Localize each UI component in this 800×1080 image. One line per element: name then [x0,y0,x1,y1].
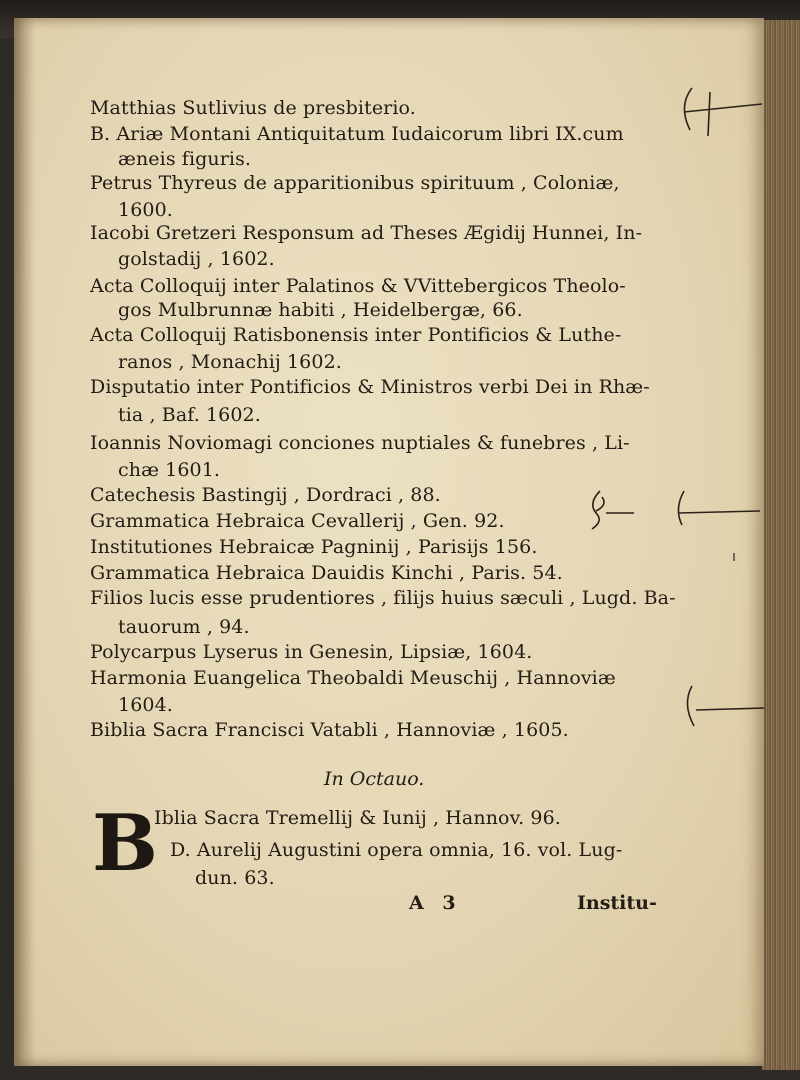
catalogue-entry-line: Acta Colloquij Ratisbonensis inter Pontificios & Luthe- [90,324,622,346]
catalogue-entry-line: chæ 1601. [118,459,221,481]
catalogue-entry-line: gos Mulbrunnæ habiti , Heidelbergæ, 66. [118,299,523,321]
catalogue-entry-line: Iacobi Gretzeri Responsum ad Theses Ægidij Hunnei, In- [90,222,643,244]
handwritten-mark-icon [574,483,764,543]
catalogue-entry-line: Institutiones Hebraicæ Pagninij , Parisijs 156. [90,536,538,558]
octavo-entry-line-2: D. Aurelij Augustini opera omnia, 16. vol. Lug- [170,839,623,861]
octavo-entry-line-1: Iblia Sacra Tremellij & Iunij , Hannov. 96. [154,807,561,829]
catalogue-entry-line: Ioannis Noviomagi conciones nuptiales & funebres , Li- [90,432,630,454]
catalogue-entry-line: æneis figuris. [118,148,252,170]
catalogue-entry-line: B. Ariæ Montani Antiquitatum Iudaicorum libri IX.cum [90,123,624,145]
catalogue-entry-line: Matthias Sutlivius de presbiterio. [90,97,416,119]
catalogue-entry-line: tia , Baf. 1602. [118,404,261,426]
book-page-edges [761,20,800,1070]
catalogue-entry-line: Harmonia Euangelica Theobaldi Meuschij , Hannoviæ [90,667,616,689]
catalogue-entry-line: 1600. [118,199,173,221]
drop-cap: B [92,798,158,889]
book-page [14,18,764,1066]
octavo-entry-line-3: dun. 63. [195,867,275,889]
catalogue-entry-line: Grammatica Hebraica Cevallerij , Gen. 92. [90,510,505,532]
handwritten-mark-icon [678,678,768,738]
catalogue-entry-line: Petrus Thyreus de apparitionibus spirituum , Coloniæ, [90,172,620,194]
catalogue-entry-line: 1604. [118,694,173,716]
catalogue-entry-line: Acta Colloquij inter Palatinos & VVittebergicos Theolo- [90,275,626,297]
catalogue-entry-line: golstadij , 1602. [118,248,275,270]
catalogue-entry-line: Disputatio inter Pontificios & Ministros verbi Dei in Rhæ- [90,376,650,398]
signature-mark: A 3 [409,892,462,914]
catalogue-entry-line: Grammatica Hebraica Dauidis Kinchi , Paris. 54. [90,562,563,584]
catalogue-entry-line: Polycarpus Lyserus in Genesin, Lipsiæ, 1604. [90,641,533,663]
catchword: Institu- [577,892,657,914]
catalogue-entry-line: Biblia Sacra Francisci Vatabli , Hannoviæ , 1605. [90,719,569,741]
catalogue-entry-line: tauorum , 94. [118,616,250,638]
handwritten-mark-icon [670,78,766,138]
catalogue-entry-line: Catechesis Bastingij , Dordraci , 88. [90,484,441,506]
section-heading: In Octauo. [324,768,425,790]
catalogue-entry-line: Filios lucis esse prudentiores , filijs huius sæculi , Lugd. Ba- [90,587,676,609]
catalogue-entry-line: ranos , Monachij 1602. [118,351,342,373]
